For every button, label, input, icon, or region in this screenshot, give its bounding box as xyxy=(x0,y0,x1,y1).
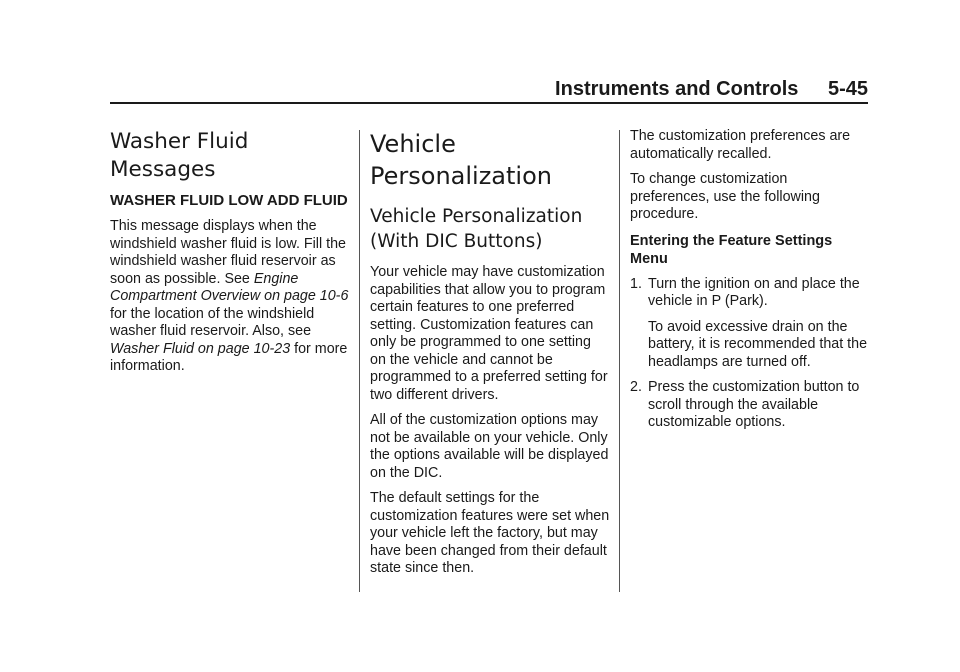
text-run: This message displays when the windshield washer fluid is low. Fill the windshield washer fluid reservoir as soon as possible. See xyxy=(110,218,347,287)
step-number: 2. xyxy=(630,379,642,395)
subsection-heading: Vehicle Personalization (With DIC Buttons) xyxy=(370,206,583,252)
text-run: for the location of the windshield washer fluid reservoir. Also, see xyxy=(110,305,315,339)
body-paragraph: Your vehicle may have customization capabilities that allow you to program certain features to one preferred setting. Customization features can only be programmed to one setting on the vehicle and cannot be programmed to a preferred setting for two different drivers. xyxy=(370,264,608,403)
list-item xyxy=(630,379,870,432)
list-item xyxy=(630,276,870,372)
column-divider xyxy=(619,130,620,592)
column-divider xyxy=(359,130,360,592)
step-text: Press the customization button to scroll through the available customizable options. xyxy=(648,379,860,430)
step-text: Turn the ignition on and place the vehicle in P (Park). xyxy=(648,275,860,309)
cross-reference-link[interactable]: Engine Compartment Overview on page 10-6 xyxy=(110,270,349,304)
body-paragraph: All of the customization options may not be available on your vehicle. Only the options available will be displayed on the DIC. xyxy=(370,412,609,481)
body-paragraph: The customization preferences are automatically recalled. xyxy=(630,128,851,162)
body-paragraph: The default settings for the customization features were set when your vehicle left the factory, but may have been changed from their default state since then. xyxy=(370,490,610,576)
header-rule xyxy=(110,102,868,104)
procedure-heading: Entering the Feature Settings Menu xyxy=(630,232,833,267)
column-2 xyxy=(370,128,610,586)
step-number: 1. xyxy=(630,275,642,292)
cross-reference-link[interactable]: Washer Fluid on page 10-23 xyxy=(110,340,291,357)
body-paragraph: To change customization preferences, use the following procedure. xyxy=(630,171,820,222)
running-header xyxy=(555,78,868,101)
column-3 xyxy=(630,128,870,440)
column-1 xyxy=(110,128,354,384)
step-note: To avoid excessive drain on the battery, it is recommended that the headlamps are turned off. xyxy=(648,318,868,370)
message-heading: WASHER FLUID LOW ADD FLUID xyxy=(110,192,348,209)
section-heading: Washer Fluid Messages xyxy=(110,129,249,182)
section-heading: Vehicle Personalization xyxy=(370,130,552,190)
section-title: Instruments and Controls xyxy=(555,78,799,100)
page-number: 5-45 xyxy=(827,78,868,100)
body-paragraph xyxy=(110,218,354,376)
text-run: for more information. xyxy=(110,340,348,374)
